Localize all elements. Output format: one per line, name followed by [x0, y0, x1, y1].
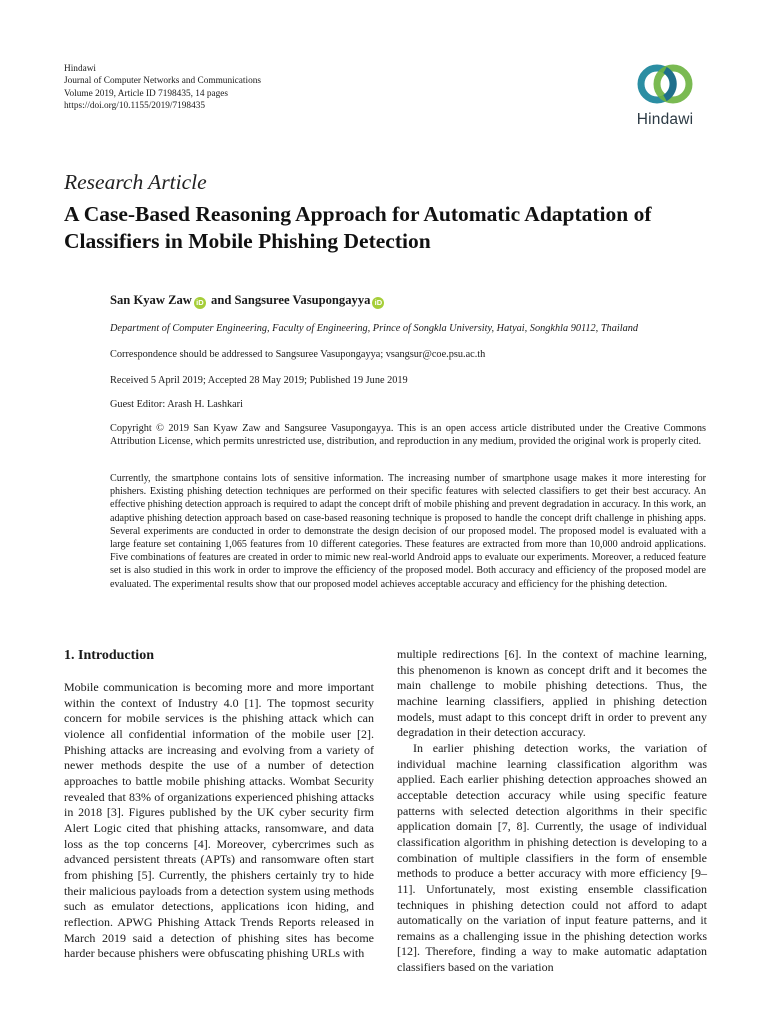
logo-wordmark: Hindawi: [636, 111, 694, 128]
paper-title: A Case-Based Reasoning Approach for Automatic Adaptation of Classifiers in Mobile Phishing Detection: [64, 202, 652, 253]
volume-line: Volume 2019, Article ID 7198435, 14 pages: [64, 88, 229, 99]
copyright-notice: Copyright © 2019 San Kyaw Zaw and Sangsuree Vasupongayya. This is an open access article distributed under the Creative Commons Attribution License, which permits unrestricted use, distribution, and reproduction in any medium, provided the original work is properly cited.: [110, 423, 706, 448]
correspondence: Correspondence should be addressed to Sangsuree Vasupongayya; vsangsur@coe.psu.ac.th: [110, 349, 486, 360]
affiliation: Department of Computer Engineering, Faculty of Engineering, Prince of Songkla University, Hatyai, Songkhla 90112, Thailand: [110, 323, 639, 334]
hindawi-logo: [625, 62, 705, 132]
journal-info: [64, 63, 261, 112]
publisher-name: Hindawi: [64, 64, 97, 74]
body-paragraph: Mobile communication is becoming more and more important within the context of Industry 4.0 [1]. The topmost security concern for mobile services is the phishing attack which can violence all confidential information of the mobile user [2]. Phishing attacks are increasing and evolving from a variety of newer methods despite the use of a number of detection approaches to battle mobile phishing attacks. Wombat Security revealed that 83% of organizations experienced phishing attacks in 2018 [3]. Figures published by the UK cyber security firm Alert Logic cited that phishing attacks, ransomware, and data loss as the top concerns [4]. Moreover, cybercrimes such as advanced persistent threats (APTs) and ransomware often start from phishing [5]. Currently, the phishers certainly try to hide their malicious payloads from a detection system using methods such as emulator detections, applications icon hiding, and reflection. APWG Phishing Attack Trends Reports released in March 2019 said a detection of phishing sites has become harder because phishers were obfuscating phishing URLs with: [64, 680, 374, 961]
author-name: San Kyaw Zaw: [110, 293, 192, 307]
author-list: [110, 293, 386, 309]
author-name: Sangsuree Vasupongayya: [234, 293, 371, 307]
section-heading: 1. Introduction: [64, 648, 154, 663]
orcid-icon[interactable]: iD: [194, 297, 206, 309]
doi-link[interactable]: https://doi.org/10.1155/2019/7198435: [64, 100, 206, 111]
left-column: [64, 647, 374, 962]
author-separator: and: [211, 293, 232, 307]
guest-editor: Guest Editor: Arash H. Lashkari: [110, 399, 243, 410]
orcid-icon[interactable]: iD: [372, 297, 384, 309]
body-paragraph: In earlier phishing detection works, the variation of individual machine learning classification algorithm was applied. Each earlier phishing detection approaches showed an acceptable detection accuracy while using specific feature patterns with selected detection algorithms in their specific application domain [7, 8]. Currently, the usage of individual classification algorithm in phishing detection is developing to a combination of multiple classifiers in the form of ensemble methods to produce a better accuracy with more efficiency [9–11]. Unfortunately, most existing ensemble classification techniques in phishing detection could not afford to adapt automatically on the variation of input feature patterns, and it remains as a challenging issue in the phishing detection works [12]. Therefore, finding a way to make automatic adaptation classifiers based on the variation: [397, 740, 707, 975]
abstract: Currently, the smartphone contains lots of sensitive information. The increasing number of smartphone usage makes it more interesting for phishers. Existing phishing detection techniques are performed on their specific features with selected classifiers to get their best accuracy. An effective phishing detection approach is required to adapt the concept drift of mobile phishing and prevent degradation in accuracy. In this work, an adaptive phishing detection approach based on case-based reasoning technique is proposed to handle the concept drift challenge in phishing apps. Several experiments are conducted in order to demonstrate the design decision of our proposed model. The proposed model is evaluated with a large feature set containing 1,065 features from 10 different categories. These features are extracted from more than 10,000 android applications. Five combinations of features are created in order to mimic new real-world Android apps to evaluate our experiments. Moreover, a reduced feature set is also studied in this work in order to improve the efficiency of the proposed model. Both accuracy and efficiency of the proposed model are evaluated. The experimental results show that our proposed model achieves acceptable accuracy and efficiency for the phishing detection.: [110, 473, 706, 590]
hindawi-logo-icon: [625, 62, 705, 110]
publication-dates: Received 5 April 2019; Accepted 28 May 2019; Published 19 June 2019: [110, 375, 408, 386]
body-paragraph: multiple redirections [6]. In the context of machine learning, this phenomenon is known as concept drift and it becomes the main challenge to mobile phishing detections. Thus, the machine learning classifiers, applied in phishing detection models, must adapt to this concept drift in order to prevent any degradation in their detection accuracy.: [397, 647, 707, 740]
journal-name: Journal of Computer Networks and Communications: [64, 76, 262, 87]
right-column: [397, 647, 707, 976]
article-type: Research Article: [64, 170, 207, 194]
